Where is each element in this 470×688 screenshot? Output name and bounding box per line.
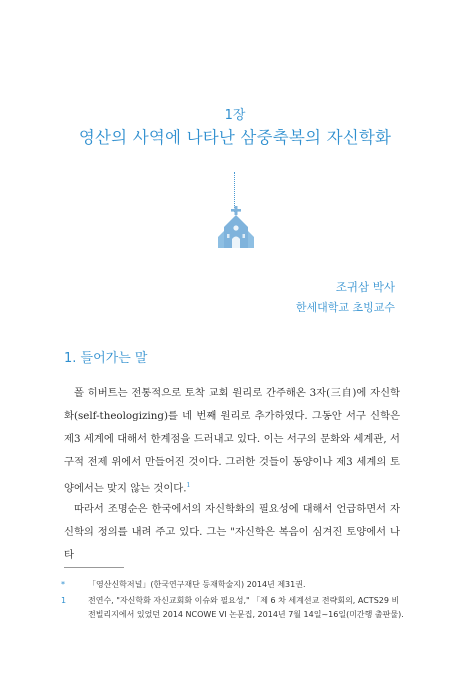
paragraph-text: 따라서 조명순은 한국에서의 자신학화의 필요성에 대해서 언급하면서 자신학의 정의를 내려 주고 있다. 그는 "자신학은 복음이 심겨진 토양에서 나타 (64, 503, 400, 561)
church-icon (215, 206, 257, 250)
footnote (61, 594, 404, 622)
footnote-mark: 1 (61, 596, 67, 605)
footnote-text: 전연수, "자신학화 자신교회화 이슈와 필요성," 「제 6 차 세계선교 전략회의, ACTS29 비전빌리지에서 있었던 2014 NCOWE VI 논문집, 2014년 7월 14일~16일(미간행 출판물). (88, 596, 404, 619)
author-name: 조귀삼 박사 (335, 280, 395, 294)
footnote-rule (64, 567, 124, 568)
footnote-mark: * (61, 580, 65, 589)
footnote-ref[interactable]: 1 (186, 482, 191, 489)
author-affiliation: 한세대학교 초빙교수 (295, 301, 395, 314)
chapter-title: 영산의 사역에 나타난 삼중축복의 자신학화 (78, 128, 392, 147)
chapter-number: 1장 (224, 108, 246, 123)
section-heading: 1. 들어가는 말 (64, 351, 148, 366)
body-paragraph (64, 382, 400, 500)
body-paragraph (64, 498, 400, 567)
footnote (61, 578, 404, 592)
footnote-text: 「영산신학저널」(한국연구재단 등재학술지) 2014년 제31권. (88, 580, 306, 589)
paragraph-text: 폴 히버트는 전통적으로 토착 교회 원리로 간주해온 3자(三自)에 자신학화(self-theologizing)를 네 번째 원리로 추가하였다. 그동안 서구 신학은 제3 세계에 대해서 한계점을 드러내고 있다. 이는 서구의 문화와 세계관, 서구적 전제 위에서 만들어진 것이다. 그러한 것들이 동양이나 제3 세계의 토양에서는 맞지 않는 것이다. (64, 387, 400, 495)
